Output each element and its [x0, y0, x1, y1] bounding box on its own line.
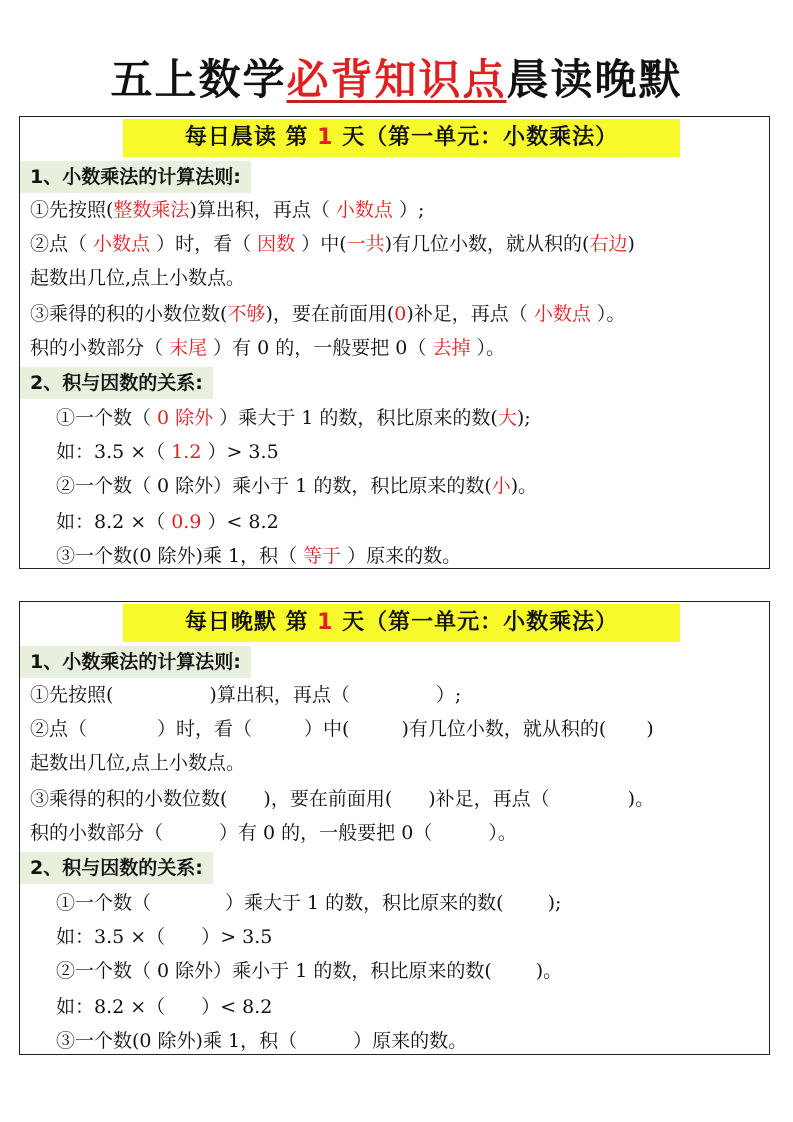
text-segment: ）< 8.2: [201, 511, 279, 533]
text-segment: ①一个数（: [56, 892, 152, 914]
answer-text: 0 除外: [157, 407, 214, 429]
text-segment: );: [547, 892, 562, 914]
text-segment: ）中(: [295, 233, 347, 255]
text-segment: 如：3.5 ×（: [56, 926, 166, 948]
text-segment: ③乘得的积的小数位数(: [30, 303, 228, 325]
example-2: [56, 509, 279, 535]
evening-dictation-card: [19, 601, 770, 1055]
text-segment: ）时，看（: [157, 718, 253, 740]
answer-text: 一共: [346, 233, 385, 255]
text-segment: ）时，看（: [150, 233, 258, 255]
banner-text: 天（第一单元：小数乘法）: [333, 125, 619, 150]
section-heading-2: 2、积与因数的关系:: [20, 852, 213, 884]
answer-text: 小数点: [533, 303, 591, 325]
text-segment: 如：8.2 ×（: [56, 996, 166, 1018]
banner-text: 天（第一单元：小数乘法）: [333, 610, 619, 635]
relation-1: [56, 405, 531, 431]
answer-text: 0.9: [171, 511, 202, 533]
rule-3: [30, 301, 625, 327]
relation-3: [56, 1028, 467, 1054]
evening-banner: [123, 604, 680, 642]
text-segment: ②点（: [30, 233, 94, 255]
section-heading-2: 2、积与因数的关系:: [20, 367, 213, 399]
answer-text: 整数乘法: [113, 199, 190, 221]
example-1: [56, 924, 272, 950]
text-segment: ）。: [488, 822, 517, 844]
text-segment: ①先按照(: [30, 199, 114, 221]
text-segment: ): [627, 233, 635, 255]
text-segment: 积的小数部分（: [30, 822, 164, 844]
answer-text: 大: [497, 407, 517, 429]
title-post: 晨读晚默: [506, 55, 683, 104]
rule-2-cont: 起数出几位,点上小数点。: [30, 752, 246, 774]
text-segment: 如：3.5 ×（: [56, 441, 172, 463]
answer-text: 右边: [589, 233, 628, 255]
rule-1: [30, 197, 424, 223]
answer-text: 0: [394, 303, 407, 325]
text-segment: ②一个数（ 0 除外）乘小于 1 的数，积比原来的数(: [56, 475, 492, 497]
answer-text: 小数点: [93, 233, 151, 255]
day-number: 1: [317, 610, 334, 635]
text-segment: ）乘大于 1 的数，积比原来的数(: [213, 407, 498, 429]
text-segment: ）原来的数。: [341, 545, 462, 567]
page-title: [0, 52, 793, 108]
text-segment: )补足，再点（: [428, 788, 550, 810]
relation-1: [56, 890, 561, 916]
text-segment: ①先按照(: [30, 684, 114, 706]
text-segment: 积的小数部分（: [30, 337, 170, 359]
text-segment: ）。: [590, 303, 626, 325]
answer-text: 末尾: [169, 337, 208, 359]
text-segment: )有几位小数，就从积的(: [384, 233, 590, 255]
answer-text: 去掉: [432, 337, 471, 359]
text-segment: ②一个数（ 0 除外）乘小于 1 的数，积比原来的数(: [56, 960, 492, 982]
text-segment: )补足，再点（: [406, 303, 534, 325]
answer-text: 因数: [257, 233, 296, 255]
rule-3-cont: [30, 335, 505, 361]
banner-text: 每日晨读 第: [184, 125, 318, 150]
text-segment: ）;: [435, 684, 462, 706]
rule-2-cont: 起数出几位,点上小数点。: [30, 267, 246, 289]
text-segment: 如：8.2 ×（: [56, 511, 172, 533]
answer-text: 等于: [303, 545, 342, 567]
text-segment: ）有 0 的，一般要把 0（: [219, 822, 433, 844]
relation-2: [56, 473, 537, 499]
text-segment: ）原来的数。: [353, 1030, 468, 1052]
day-number: 1: [317, 125, 334, 150]
answer-text: 小: [491, 475, 511, 497]
text-segment: );: [516, 407, 531, 429]
answer-text: 不够: [227, 303, 266, 325]
rule-2: [30, 231, 635, 257]
text-segment: )。: [535, 960, 563, 982]
morning-banner: [123, 119, 680, 157]
answer-text: 1.2: [171, 441, 202, 463]
rule-3: [30, 786, 654, 812]
section-heading-1: 1、小数乘法的计算法则:: [20, 161, 251, 193]
rule-2: [30, 716, 654, 742]
text-segment: )，要在前面用(: [265, 303, 395, 325]
example-2: [56, 994, 272, 1020]
banner-text: 每日晚默 第: [184, 610, 318, 635]
text-segment: ①一个数（: [56, 407, 158, 429]
section-heading-1: 1、小数乘法的计算法则:: [20, 646, 251, 678]
title-pre: 五上数学: [110, 55, 287, 104]
text-segment: )。: [510, 475, 538, 497]
answer-text: 小数点: [335, 199, 393, 221]
relation-2: [56, 958, 562, 984]
morning-reading-card: [19, 116, 770, 569]
title-highlight: 必背知识点: [286, 55, 507, 104]
text-segment: )算出积，再点（: [189, 199, 336, 221]
text-segment: ）> 3.5: [201, 926, 273, 948]
text-segment: ）。: [470, 337, 506, 359]
text-segment: ②点（: [30, 718, 88, 740]
text-segment: ）乘大于 1 的数，积比原来的数(: [225, 892, 504, 914]
relation-3: [56, 543, 461, 569]
text-segment: )有几位小数，就从积的(: [401, 718, 607, 740]
text-segment: )。: [627, 788, 655, 810]
text-segment: ③乘得的积的小数位数(: [30, 788, 228, 810]
rule-3-cont: [30, 820, 517, 846]
text-segment: ）< 8.2: [201, 996, 273, 1018]
rule-1: [30, 682, 461, 708]
text-segment: )算出积，再点（: [209, 684, 350, 706]
example-1: [56, 439, 279, 465]
text-segment: ③一个数(0 除外)乘 1，积（: [56, 1030, 298, 1052]
text-segment: ③一个数(0 除外)乘 1，积（: [56, 545, 304, 567]
text-segment: )，要在前面用(: [263, 788, 393, 810]
text-segment: ）中(: [304, 718, 350, 740]
text-segment: ）;: [392, 199, 425, 221]
text-segment: ): [646, 718, 654, 740]
text-segment: ）> 3.5: [201, 441, 279, 463]
text-segment: ）有 0 的，一般要把 0（: [207, 337, 433, 359]
